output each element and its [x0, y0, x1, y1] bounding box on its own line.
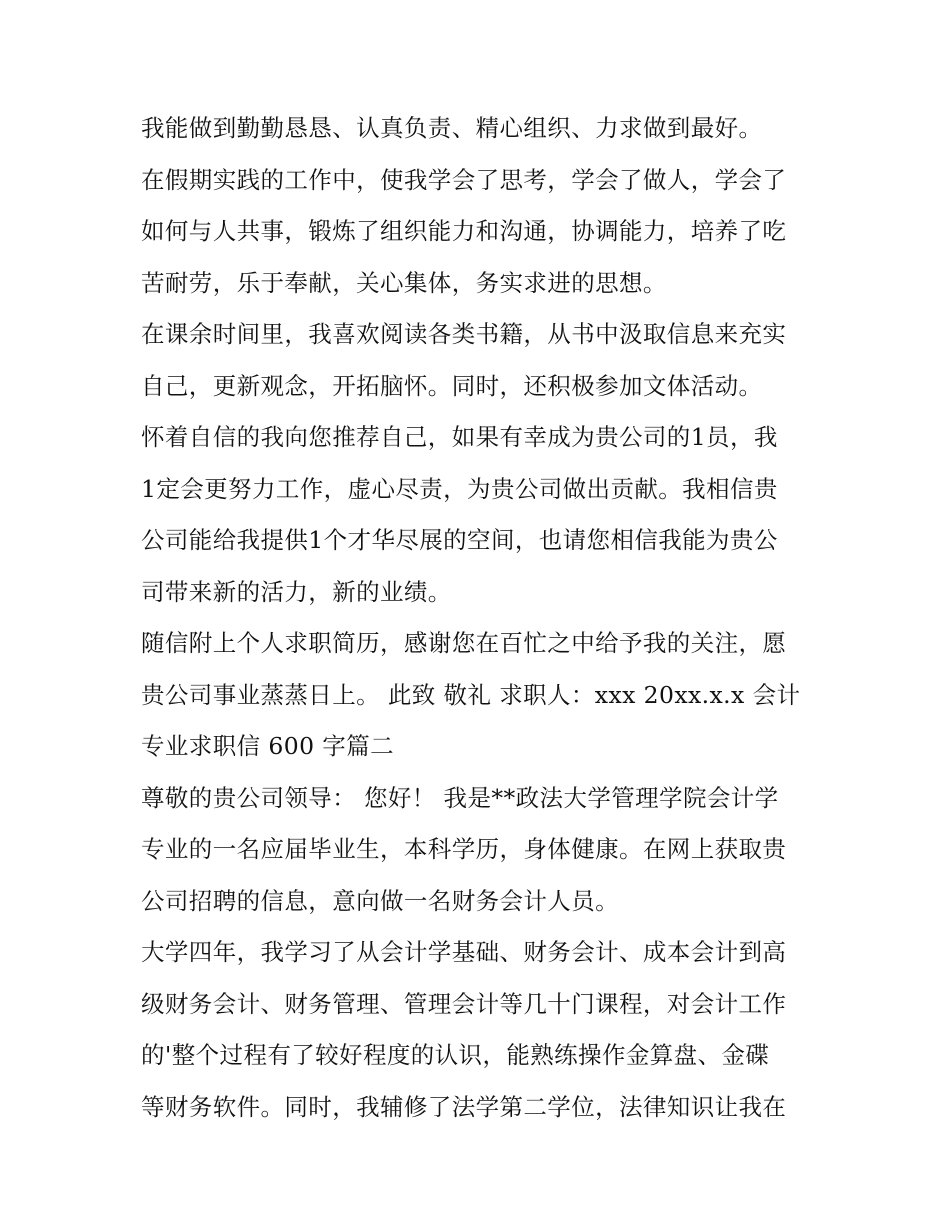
text-line: 公司招聘的信息，意向做一名财务会计人员。 [141, 887, 619, 915]
text-line: 大学四年，我学习了从会计学基础、财务会计、成本会计到高 [141, 938, 787, 966]
text-line: 自己，更新观念，开拓脑怀。同时，还积极参加文体活动。 [141, 372, 763, 400]
text-line: 公司能给我提供1个才华尽展的空间，也请您相信我能为贵公 [141, 526, 778, 554]
text-line: 司带来新的活力，新的业绩。 [141, 578, 452, 606]
text-line: 怀着自信的我向您推荐自己，如果有幸成为贵公司的1员，我 [141, 423, 778, 451]
text-line: 尊敬的贵公司领导： 您好！ 我是**政法大学管理学院会计学 [141, 784, 779, 812]
text-line: 等财务软件。同时，我辅修了法学第二学位，法律知识让我在 [141, 1093, 787, 1121]
text-line: 随信附上个人求职简历，感谢您在百忙之中给予我的关注，愿 [141, 629, 787, 657]
text-line: 专业求职信 600 字篇二 [141, 732, 394, 760]
text-line: 如何与人共事，锻炼了组织能力和沟通，协调能力，培养了吃 [141, 217, 787, 245]
text-line: 的'整个过程有了较好程度的认识，能熟练操作金算盘、金碟 [141, 1041, 770, 1069]
text-line: 我能做到勤勤恳恳、认真负责、精心组织、力求做到最好。 [141, 114, 763, 142]
text-line: 苦耐劳，乐于奉献，关心集体，务实求进的思想。 [141, 269, 667, 297]
text-line: 级财务会计、财务管理、管理会计等几十门课程，对会计工作 [141, 990, 787, 1018]
text-line: 1定会更努力工作，虚心尽责，为贵公司做出贡献。我相信贵 [141, 475, 778, 503]
text-line: 专业的一名应届毕业生，本科学历，身体健康。在网上获取贵 [141, 835, 787, 863]
text-line: 贵公司事业蒸蒸日上。 此致 敬礼 求职人：xxx 20xx.x.x 会计 [141, 681, 801, 709]
text-line: 在课余时间里，我喜欢阅读各类书籍，从书中汲取信息来充实 [141, 320, 787, 348]
text-line: 在假期实践的工作中，使我学会了思考，学会了做人，学会了 [141, 166, 787, 194]
